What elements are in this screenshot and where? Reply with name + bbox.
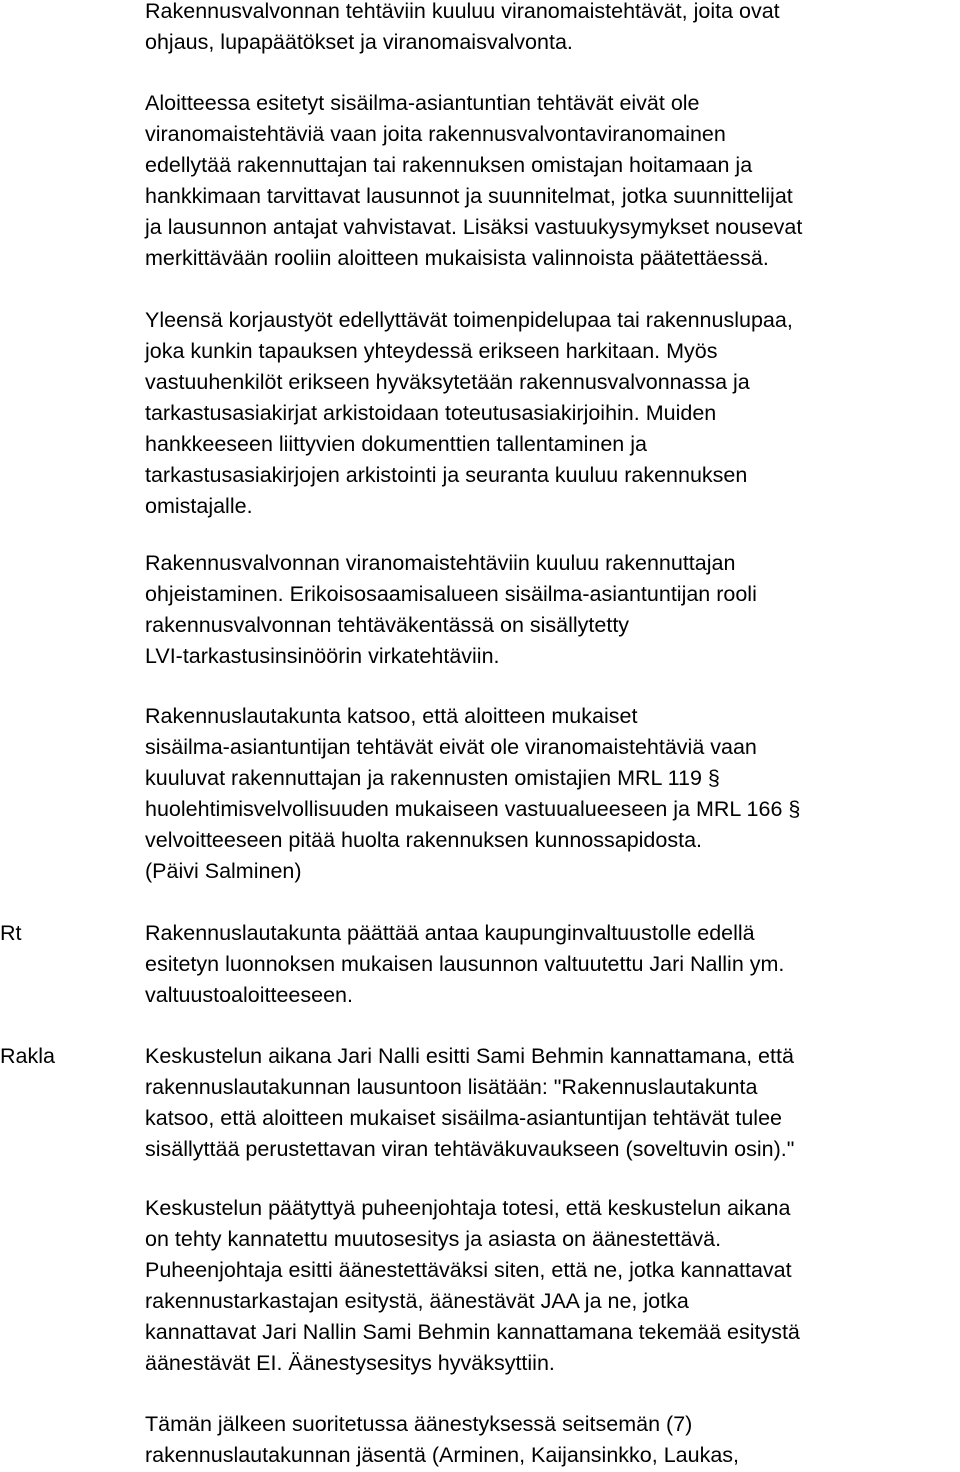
text-line: kannattavat Jari Nallin Sami Behmin kannattamana tekemää esitystä [145, 1320, 800, 1344]
text-line: Rakennusvalvonnan tehtäviin kuuluu viranomaistehtävät, joita ovat [145, 0, 780, 23]
text-line: kuuluvat rakennuttajan ja rakennusten omistajien MRL 119 § [145, 766, 720, 790]
margin-label-rakla: Rakla [0, 1044, 55, 1068]
text-line: on tehty kannatettu muutosesitys ja asiasta on äänestettävä. [145, 1227, 722, 1251]
text-line: Rakennuslautakunta katsoo, että aloitteen mukaiset [145, 704, 638, 728]
text-line: tarkastusasiakirjojen arkistointi ja seuranta kuuluu rakennuksen [145, 463, 748, 487]
text-line: merkittävään rooliin aloitteen mukaisista valinnoista päätettäessä. [145, 246, 769, 270]
paragraph-korjaustyot [145, 305, 957, 522]
text-line: Keskustelun päätyttyä puheenjohtaja totesi, että keskustelun aikana [145, 1196, 791, 1220]
text-line: valtuustoaloitteeseen. [145, 983, 353, 1007]
text-line: äänestävät EI. Äänestysesitys hyväksyttiin. [145, 1351, 555, 1375]
text-line: Keskustelun aikana Jari Nalli esitti Sami Behmin kannattamana, että [145, 1044, 794, 1068]
paragraph-ohjeistaminen [145, 548, 957, 672]
paragraph-keskustelu [145, 1041, 957, 1165]
text-line: omistajalle. [145, 494, 253, 518]
text-line: vastuuhenkilöt erikseen hyväksytetään rakennusvalvonnassa ja [145, 370, 750, 394]
text-line: rakennuslautakunnan jäsentä (Arminen, Kaijansinkko, Laukas, [145, 1443, 740, 1467]
text-line: rakennuslautakunnan lausuntoon lisätään: "Rakennuslautakunta [145, 1075, 758, 1099]
text-line: edellytää rakennuttajan tai rakennuksen omistajan hoitamaan ja [145, 153, 753, 177]
text-line: hankkimaan tarvittavat lausunnot ja suunnitelmat, jotka suunnittelijat [145, 184, 793, 208]
text-line: sisäilma-asiantuntijan tehtävät eivät ole viranomaistehtäviä vaan [145, 735, 757, 759]
text-line: Aloitteessa esitetyt sisäilma-asiantuntian tehtävät eivät ole [145, 91, 700, 115]
text-line: viranomaistehtäviä vaan joita rakennusvalvontaviranomainen [145, 122, 726, 146]
text-line: Puheenjohtaja esitti äänestettäväksi siten, että ne, jotka kannattavat [145, 1258, 792, 1282]
text-line: Rakennusvalvonnan viranomaistehtäviin kuuluu rakennuttajan [145, 551, 736, 575]
text-line: esitetyn luonnoksen mukaisen lausunnon valtuutettu Jari Nallin ym. [145, 952, 785, 976]
paragraph-viranomaistehtavat [145, 0, 957, 58]
paragraph-paatos [145, 918, 957, 1011]
paragraph-aloite-tehtavat [145, 88, 957, 274]
paragraph-lautakunta-katsoo [145, 701, 957, 887]
paragraph-aanestys [145, 1193, 957, 1379]
text-line: ohjaus, lupapäätökset ja viranomaisvalvonta. [145, 30, 573, 54]
text-line: Tämän jälkeen suoritetussa äänestyksessä seitsemän (7) [145, 1412, 693, 1436]
text-line: velvoitteeseen pitää huolta rakennuksen kunnossapidosta. [145, 828, 702, 852]
paragraph-aanestyksen-tulos [145, 1409, 957, 1471]
text-line: joka kunkin tapauksen yhteydessä erikseen harkitaan. Myös [145, 339, 718, 363]
margin-label-rt: Rt [0, 921, 22, 945]
text-line: Yleensä korjaustyöt edellyttävät toimenpidelupaa tai rakennuslupaa, [145, 308, 793, 332]
text-line: ohjeistaminen. Erikoisosaamisalueen sisäilma-asiantuntijan rooli [145, 582, 757, 606]
text-line: katsoo, että aloitteen mukaiset sisäilma-asiantuntijan tehtävät tulee [145, 1106, 783, 1130]
text-line: rakennusvalvonnan tehtäväkentässä on sisällytetty [145, 613, 630, 637]
text-line: Rakennuslautakunta päättää antaa kaupunginvaltuustolle edellä [145, 921, 755, 945]
text-line: sisällyttää perustettavan viran tehtäväkuvaukseen (soveltuvin osin)." [145, 1137, 795, 1161]
text-line: LVI-tarkastusinsinöörin virkatehtäviin. [145, 644, 500, 668]
text-line: (Päivi Salminen) [145, 859, 302, 883]
text-line: hankkeeseen liittyvien dokumenttien tallentaminen ja [145, 432, 647, 456]
text-line: tarkastusasiakirjat arkistoidaan toteutusasiakirjoihin. Muiden [145, 401, 717, 425]
text-line: ja lausunnon antajat vahvistavat. Lisäksi vastuukysymykset nousevat [145, 215, 803, 239]
text-line: rakennustarkastajan esitystä, äänestävät JAA ja ne, jotka [145, 1289, 689, 1313]
text-line: huolehtimisvelvollisuuden mukaiseen vastuualueeseen ja MRL 166 § [145, 797, 801, 821]
